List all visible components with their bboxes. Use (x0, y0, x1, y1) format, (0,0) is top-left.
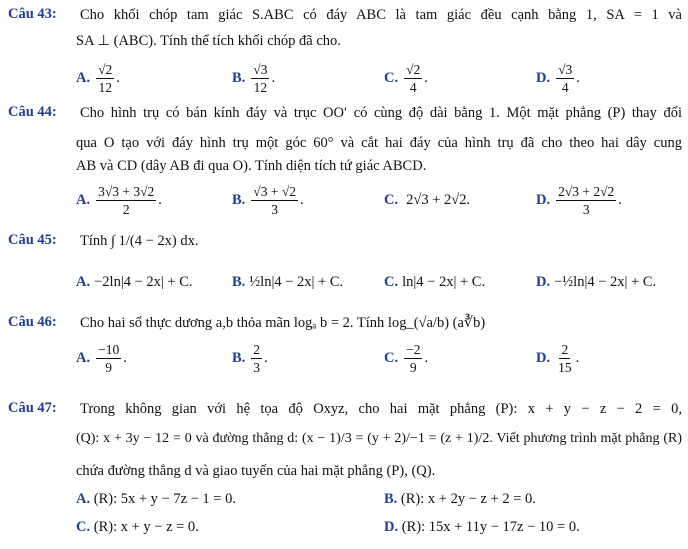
option-d[interactable]: D. −½ln|4 − 2x| + C. (536, 273, 657, 290)
option-d[interactable]: D. $\frac{2}{15}$ . (536, 341, 580, 375)
question-text-line: Cho hình trụ có bán kính đáy và trục OO′ có cùng độ dài bằng 1. Một mặt phẳng (P) thay đổi (80, 105, 682, 121)
option-a[interactable]: A. $\frac{√2}{12}$ . (76, 61, 120, 95)
fraction: $\frac{√3}{12}$ (253, 61, 268, 95)
fraction: $\frac{-2}{9}$ (406, 341, 421, 375)
option-d[interactable]: D. (R): 15x + 11y − 17z − 10 = 0. (384, 519, 580, 535)
option-c[interactable]: C. (R): x + y − z = 0. (76, 519, 199, 535)
option-d[interactable]: D. $\frac{2√3 + 2√2}{3}$ . (536, 183, 622, 217)
option-b[interactable]: B. $\frac{√3 + √2}{3}$ . (232, 183, 304, 217)
question-text-line: Trong không gian với hệ tọa độ Oxyz, cho hai mặt phẳng (P): x + y − z − 2 = 0, (80, 401, 682, 417)
option-c[interactable]: C. 2√3 + 2√2. (384, 191, 471, 208)
question-text-line: Cho hai số thực dương a,b thỏa mãn logₐ b = 2. Tính log_(√a/b) (a∛b) (80, 315, 486, 331)
question-text-line: SA ⊥ (ABC). Tính thể tích khối chóp đã cho. (76, 33, 341, 49)
fraction: $\frac{3√3 + 3√2}{2}$ (98, 183, 155, 217)
question-label: Câu 46: (8, 314, 57, 330)
option-c[interactable]: C. $\frac{-2}{9}$ . (384, 341, 429, 375)
option-c[interactable]: C. ln|4 − 2x| + C. (384, 273, 486, 290)
fraction: $\frac{2}{3}$ (253, 341, 261, 375)
option-b[interactable]: B. (R): x + 2y − z + 2 = 0. (384, 491, 536, 507)
fraction: $\frac{√3 + √2}{3}$ (253, 183, 296, 217)
option-a[interactable]: A. −2ln|4 − 2x| + C. (76, 273, 193, 290)
fraction: $\frac{√2}{12}$ (98, 61, 113, 95)
option-b[interactable]: B. ½ln|4 − 2x| + C. (232, 273, 344, 290)
question-text-line: Tính ∫ 1/(4 − 2x) dx. (80, 233, 199, 249)
option-c[interactable]: C. $\frac{√2}{4}$ . (384, 61, 428, 95)
question-label: Câu 45: (8, 232, 57, 248)
option-a[interactable]: A. $\frac{-10}{9}$ . (76, 341, 127, 375)
option-a[interactable]: A. $\frac{3√3 + 3√2}{2}$ . (76, 183, 162, 217)
fraction: $\frac{√3}{4}$ (558, 61, 573, 95)
fraction: $\frac{-10}{9}$ (98, 341, 120, 375)
option-a[interactable]: A. (R): 5x + y − 7z − 1 = 0. (76, 491, 236, 507)
question-text-line: (Q): x + 3y − 12 = 0 và đường thẳng d: (x − 1)/3 = (y + 2)/−1 = (z + 1)/2. Viết phương trình mặt phẳng (R) (76, 431, 682, 446)
question-text-line: chứa đường thẳng d và giao tuyến của hai mặt phẳng (P), (Q). (76, 463, 436, 479)
option-b[interactable]: B. $\frac{√3}{12}$ . (232, 61, 276, 95)
question-label: Câu 44: (8, 104, 57, 120)
option-d[interactable]: D. $\frac{√3}{4}$ . (536, 61, 580, 95)
fraction: $\frac{√2}{4}$ (406, 61, 421, 95)
question-text-line: qua O tạo với đáy hình trụ một góc 60° và cắt hai đáy của hình trụ đã cho theo hai dây cung (76, 135, 682, 151)
fraction: $\frac{2√3 + 2√2}{3}$ (558, 183, 615, 217)
fraction: $\frac{2}{15}$ (558, 341, 572, 375)
option-b[interactable]: B. $\frac{2}{3}$ . (232, 341, 268, 375)
question-text-line: AB và CD (dây AB đi qua O). Tính diện tích tứ giác ABCD. (76, 158, 427, 174)
question-text-line: Cho khối chóp tam giác S.ABC có đáy ABC là tam giác đều cạnh bằng 1, SA = 1 và (80, 7, 682, 23)
question-label: Câu 47: (8, 400, 57, 416)
question-label: Câu 43: (8, 6, 57, 22)
